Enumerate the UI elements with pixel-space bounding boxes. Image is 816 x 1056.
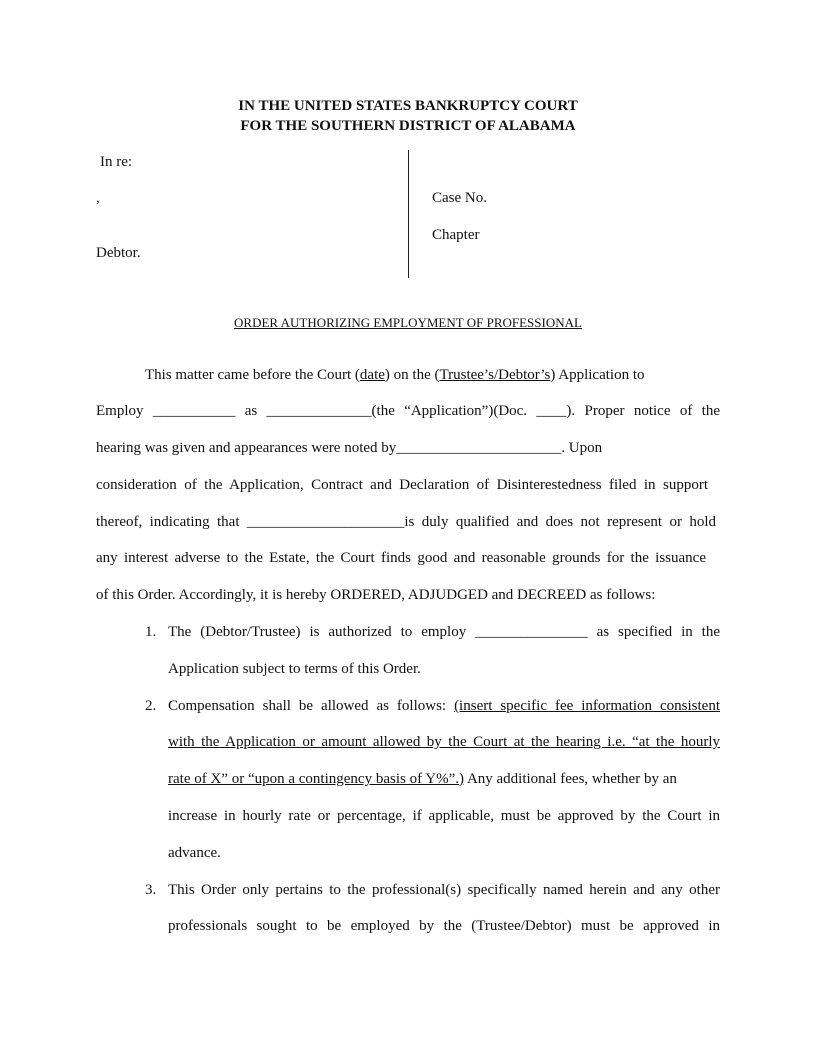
trustee-debtor-placeholder: Trustee’s/Debtor’s — [439, 367, 551, 383]
date-placeholder: date — [359, 367, 385, 383]
item-2-line-1 — [168, 697, 720, 715]
item-3-line-1: This Order only pertains to the professional(s) specifically named herein and any other — [168, 882, 720, 898]
item-2-number: 2. — [145, 698, 157, 714]
item-1-number: 1. — [145, 624, 157, 640]
body-line-6: any interest adverse to the Estate, the Court finds good and reasonable grounds for the issuance — [96, 550, 706, 566]
item-2-line-4: increase in hourly rate or percentage, if applicable, must be approved by the Court in — [168, 808, 720, 824]
item-1-line-2: Application subject to terms of this Order. — [168, 661, 421, 677]
body-line-7: of this Order. Accordingly, it is hereby ORDERED, ADJUDGED and DECREED as follows: — [96, 587, 656, 603]
fee-info-placeholder: (insert specific fee information consistent — [454, 698, 720, 714]
item-3-line-2: professionals sought to be employed by the (Trustee/Debtor) must be approved in — [168, 918, 720, 934]
debtor-label: Debtor. — [96, 245, 141, 261]
body-line-1-part-a: This matter came before the Court ( — [145, 367, 360, 383]
item-2-line-3 — [168, 770, 720, 788]
caption-divider — [408, 150, 409, 278]
item-2-line-5: advance. — [168, 845, 221, 861]
item-2-line-2: with the Application or amount allowed by the Court at the hearing i.e. “at the hourly — [168, 734, 720, 750]
body-line-1-part-c: ) Application to — [550, 367, 645, 383]
court-name-line1: IN THE UNITED STATES BANKRUPTCY COURT — [238, 98, 578, 114]
case-number-label: Case No. — [432, 190, 487, 206]
body-line-1 — [145, 366, 644, 384]
body-line-2: Employ ___________ as ______________(the “Application”)(Doc. ____). Proper notice of the — [96, 403, 720, 419]
body-line-1-part-b: ) on the ( — [384, 367, 440, 383]
item-3-number: 3. — [145, 882, 157, 898]
order-title: ORDER AUTHORIZING EMPLOYMENT OF PROFESSIONAL — [234, 315, 582, 330]
fee-example-placeholder: rate of X” or “upon a contingency basis of Y%”.) — [168, 771, 465, 787]
debtor-name-comma: , — [96, 190, 100, 206]
in-re-label: In re: — [100, 154, 133, 170]
item-2-line-3-text: Any additional fees, whether by an — [464, 771, 677, 787]
item-1-line-1: The (Debtor/Trustee) is authorized to employ _______________ as specified in the — [168, 624, 720, 640]
item-2-line-1-text: Compensation shall be allowed as follows: — [168, 698, 455, 714]
body-line-4: consideration of the Application, Contract and Declaration of Disinterestedness filed in support — [96, 477, 708, 493]
chapter-label: Chapter — [432, 227, 480, 243]
body-line-5: thereof, indicating that _____________________is duly qualified and does not represent or hold — [96, 514, 716, 530]
body-line-3: hearing was given and appearances were noted by______________________. Upon — [96, 440, 603, 456]
court-name-line2: FOR THE SOUTHERN DISTRICT OF ALABAMA — [240, 118, 576, 134]
